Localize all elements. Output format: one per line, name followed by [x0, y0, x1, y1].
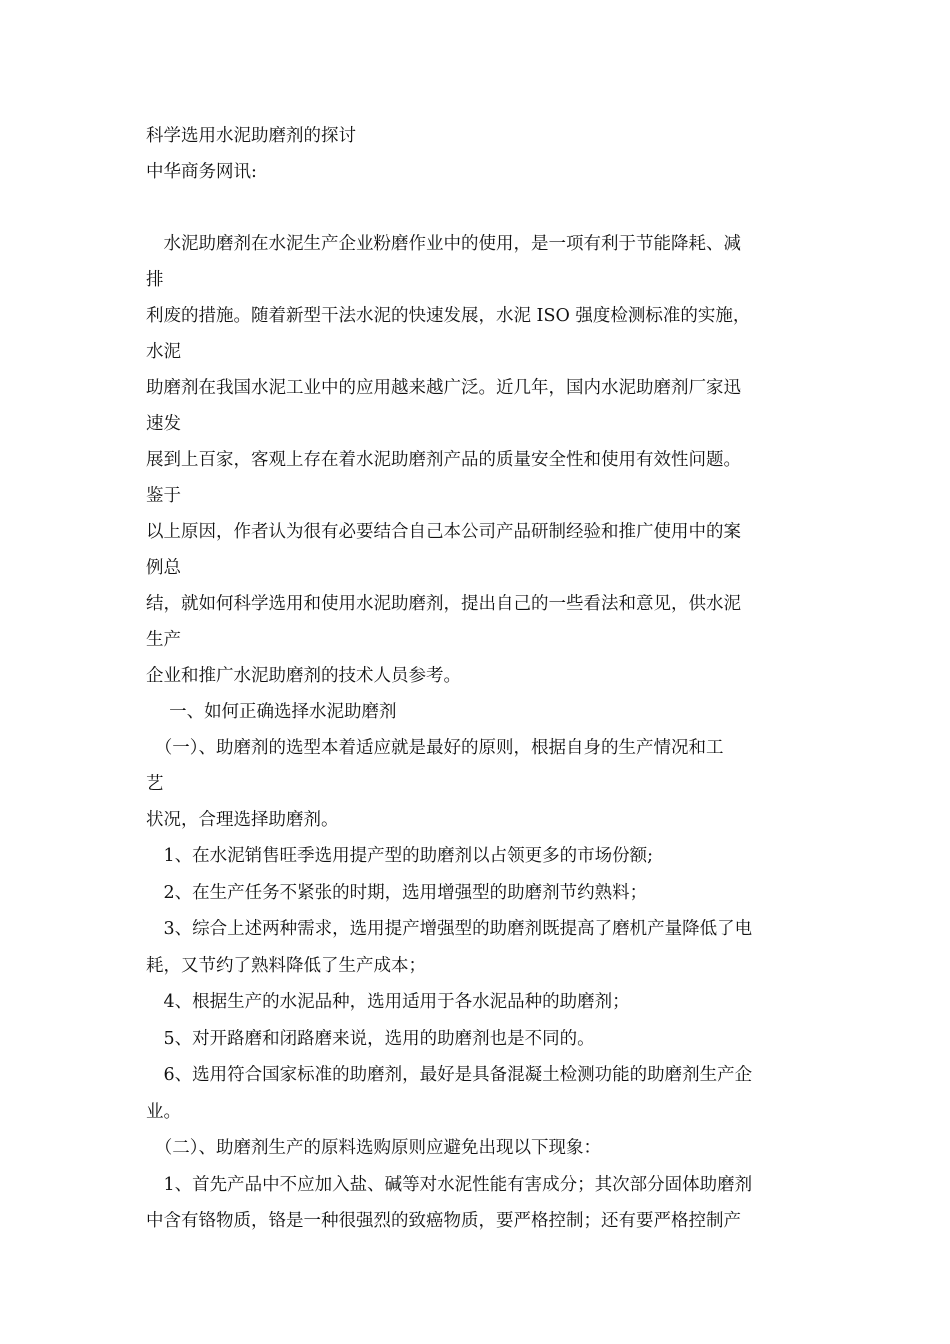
- subsection-heading: （一）、助磨剂的选型本着适应就是最好的原则，根据自身的生产情况和工: [146, 738, 724, 758]
- document-body: [146, 118, 808, 1240]
- list-item: 1、首先产品中不应加入盐、碱等对水泥性能有害成分；其次部分固体助磨剂: [146, 1174, 753, 1195]
- subsection-heading: （二）、助磨剂生产的原料选购原则应避免出现以下现象：: [146, 1138, 601, 1158]
- document-title: 科学选用水泥助磨剂的探讨: [146, 126, 356, 146]
- list-item-continuation: 耗，又节约了熟料降低了生产成本；: [146, 955, 426, 976]
- text-line: 生产: [146, 630, 181, 650]
- text-line: 水泥: [146, 342, 181, 362]
- list-item: 5、对开路磨和闭路磨来说，选用的助磨剂也是不同的。: [146, 1028, 595, 1049]
- text-line: 利废的措施。随着新型干法水泥的快速发展，水泥 ISO 强度检测标准的实施，: [146, 306, 751, 326]
- list-item: 3、综合上述两种需求，选用提产增强型的助磨剂既提高了磨机产量降低了电: [146, 919, 753, 939]
- list-item: 1、在水泥销售旺季选用提产型的助磨剂以占领更多的市场份额;: [146, 846, 654, 866]
- text-line: 结，就如何科学选用和使用水泥助磨剂，提出自己的一些看法和意见，供水泥: [146, 594, 741, 614]
- text-line: 速发: [146, 414, 181, 434]
- list-item: 6、选用符合国家标准的助磨剂，最好是具备混凝土检测功能的助磨剂生产企: [146, 1065, 753, 1085]
- list-item: 4、根据生产的水泥品种，选用适用于各水泥品种的助磨剂；: [146, 992, 630, 1012]
- list-item: 2、在生产任务不紧张的时期，选用增强型的助磨剂节约熟料；: [146, 882, 648, 903]
- document-source: 中华商务网讯:: [146, 162, 257, 182]
- text-line: 助磨剂在我国水泥工业中的应用越来越广泛。近几年，国内水泥助磨剂厂家迅: [146, 378, 741, 398]
- text-line: 以上原因，作者认为很有必要结合自己本公司产品研制经验和推广使用中的案: [146, 522, 741, 542]
- text-line: 例总: [146, 558, 181, 578]
- text-line: 鉴于: [146, 486, 181, 506]
- text-line: 企业和推广水泥助磨剂的技术人员参考。: [146, 666, 461, 686]
- text-line: 展到上百家，客观上存在着水泥助磨剂产品的质量安全性和使用有效性问题。: [146, 450, 741, 470]
- blank-line: [146, 190, 808, 226]
- text-line: 状况，合理选择助磨剂。: [146, 810, 339, 830]
- section-heading: 一、如何正确选择水泥助磨剂: [146, 702, 397, 722]
- list-item-continuation: 业。: [146, 1101, 181, 1122]
- text-line: 排: [146, 270, 164, 290]
- list-item-continuation: 中含有铬物质，铬是一种很强烈的致癌物质，要严格控制；还有要严格控制产: [146, 1211, 741, 1231]
- text-line: 艺: [146, 774, 164, 794]
- text-line: 水泥助磨剂在水泥生产企业粉磨作业中的使用，是一项有利于节能降耗、减: [146, 234, 741, 254]
